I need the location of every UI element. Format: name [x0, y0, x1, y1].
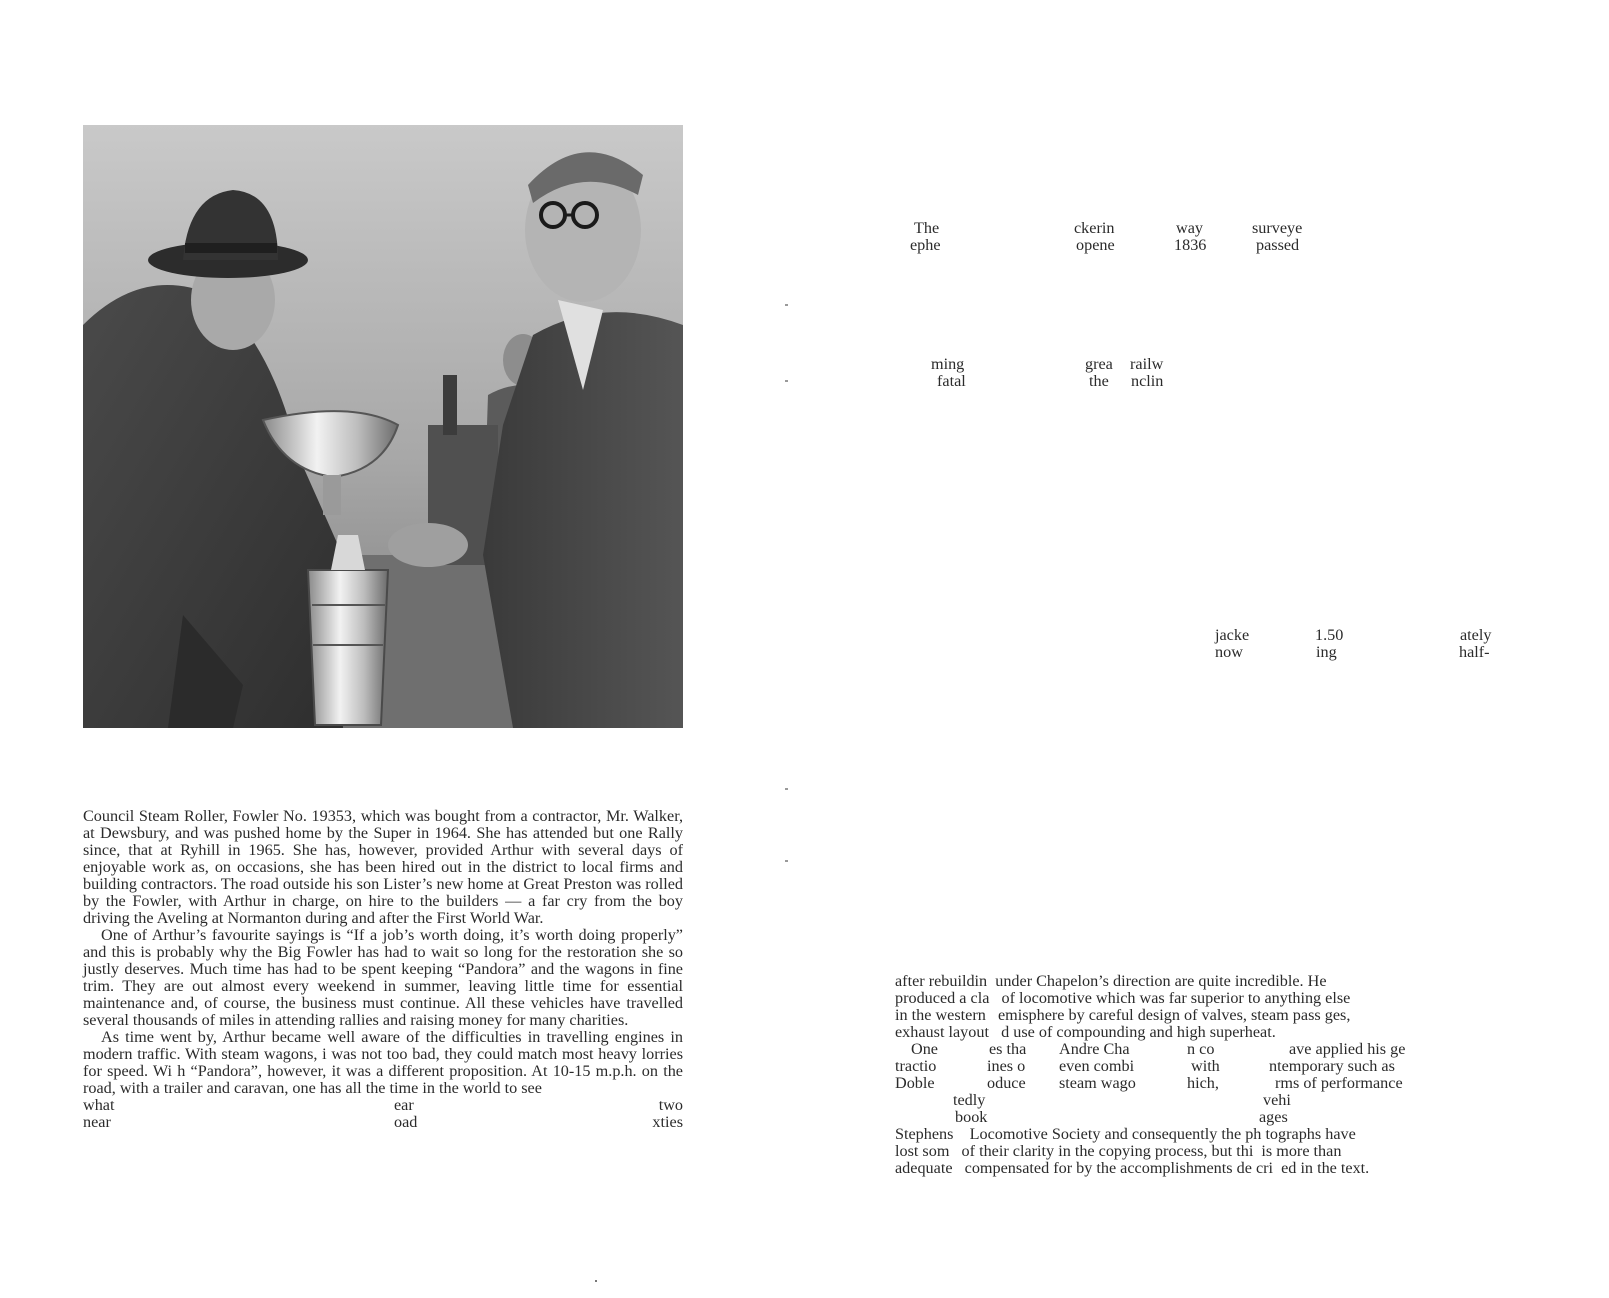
text-line: in the western emisphere by careful design of valves, steam pass ges, — [895, 1006, 1351, 1024]
fold-mark — [785, 788, 788, 790]
text-fragment: 1836 — [1174, 236, 1207, 254]
photo-image — [83, 125, 683, 728]
text-line: after rebuildin under Chapelon’s direction are quite incredible. He — [895, 972, 1327, 990]
text-fragment: tedly — [953, 1091, 986, 1109]
text-fragment: Andre Cha — [1059, 1040, 1130, 1058]
text-fragment: jacke — [1215, 626, 1250, 644]
text-fragment: way — [1176, 219, 1203, 237]
text-fragment: fatal — [937, 372, 966, 390]
text-fragment: with — [1191, 1057, 1220, 1075]
text-fragment: hich, — [1187, 1074, 1219, 1092]
text-line-fragmented — [895, 1075, 1497, 1092]
text-fragment: The — [914, 219, 940, 237]
text-fragment: tractio — [895, 1057, 937, 1075]
text-fragment: book — [955, 1108, 988, 1126]
text-fragment: oduce — [987, 1074, 1026, 1092]
text-fragment: grea — [1085, 355, 1113, 373]
text-fragment: ing — [1316, 643, 1337, 661]
paragraph-3: As time went by, Arthur became well aware of the difficulties in travelling engines in modern traffic. With steam wagons, i was not too bad, they could match most heavy lorries for speed. Wi h “Pandora”, however, it was a different proposition. At 10-15 m.p.h. on the road, with a trailer and caravan, one has all the time in the world to see — [83, 1028, 683, 1097]
text-line: exhaust layout d use of compounding and high superheat. — [895, 1023, 1276, 1041]
text-fragment: n co — [1187, 1040, 1215, 1058]
text-fragment: now — [1215, 643, 1243, 661]
text-line-fragmented — [895, 1092, 1497, 1109]
text-line-fragmented — [895, 1041, 1497, 1058]
text-fragment: surveye — [1252, 219, 1303, 237]
text-fragment: One — [911, 1040, 938, 1058]
text-fragment: ave applied his ge — [1289, 1040, 1406, 1058]
paragraph-2: One of Arthur’s favourite sayings is “If a job’s worth doing, it’s worth doing properly” and this is probably why the Big Fowler has had to wait so long for the restoration she so justly deserves. Much time has had to be spent keeping “Pandora” and the wagons in fine trim. They are out almost every weekend in summer, leaving little time for essential maintenance and, of course, the business must continue. All these vehicles have travelled several thousands of miles in attending rallies and raising money for many charities. — [83, 926, 683, 1029]
fold-mark — [785, 304, 788, 306]
text-fragment: steam wago — [1059, 1074, 1136, 1092]
text-line: produced a cla of locomotive which was far superior to anything else — [895, 989, 1351, 1007]
text-line: adequate compensated for by the accomplishments de cri ed in the text. — [895, 1159, 1370, 1177]
text-line-fragmented — [895, 1058, 1497, 1075]
text-fragment: ear — [394, 1096, 414, 1114]
text-fragment: ephe — [910, 236, 941, 254]
text-fragment: two — [658, 1096, 683, 1114]
text-fragment: passed — [1256, 236, 1300, 254]
partial-line-2 — [83, 1114, 683, 1131]
text-line-fragmented — [895, 1109, 1497, 1126]
text-fragment: rms of performance — [1275, 1074, 1403, 1092]
text-fragment: ately — [1460, 626, 1492, 644]
text-fragment: ntemporary such as — [1269, 1057, 1395, 1075]
text-fragment: Doble — [895, 1074, 935, 1092]
right-body-text — [895, 973, 1497, 1177]
text-fragment: es tha — [989, 1040, 1027, 1058]
text-fragment: ming — [931, 355, 965, 373]
fold-mark — [785, 860, 788, 862]
paragraph-1: Council Steam Roller, Fowler No. 19353, which was bought from a contractor, Mr. Walker, at Dewsbury, and was pushed home by the Super in 1964. She has attended but one Rally since, that at Ryhill in 1965. She has, however, provided Arthur with several days of enjoyable work as, on occasions, she has been hired out in the district to local firms and building contractors. The road outside his son Lister’s new home at Great Preston was rolled by the Fowler, with Arthur in charge, on hire to the builders — a far cry from the boy driving the Aveling at Normanton during and after the First World War. — [83, 807, 683, 927]
text-fragment: railw — [1130, 355, 1164, 373]
text-fragment: ines o — [987, 1057, 1026, 1075]
speck — [595, 1280, 597, 1282]
text-fragment: half- — [1459, 643, 1490, 661]
text-fragment: opene — [1076, 236, 1115, 254]
text-fragment: nclin — [1131, 372, 1164, 390]
text-line: Stephens Locomotive Society and consequently the ph tographs have — [895, 1125, 1356, 1143]
text-line: lost som of their clarity in the copying process, but thi is more than — [895, 1142, 1342, 1160]
text-fragment: the — [1089, 372, 1109, 390]
text-fragment: even combi — [1059, 1057, 1135, 1075]
text-fragment: 1.50 — [1315, 626, 1344, 644]
fold-mark — [785, 380, 788, 382]
text-fragment: near — [83, 1113, 111, 1131]
text-fragment: vehi — [1263, 1091, 1291, 1109]
text-fragment: xties — [652, 1113, 683, 1131]
partial-line-1 — [83, 1097, 683, 1114]
text-fragment: ckerin — [1074, 219, 1115, 237]
left-page — [0, 0, 800, 1298]
text-fragment: oad — [394, 1113, 418, 1131]
text-fragment: ages — [1259, 1108, 1288, 1126]
right-page — [800, 0, 1609, 1298]
left-body-text — [83, 808, 683, 1131]
trophy-presentation-photo — [83, 125, 683, 728]
text-fragment: what — [83, 1096, 115, 1114]
